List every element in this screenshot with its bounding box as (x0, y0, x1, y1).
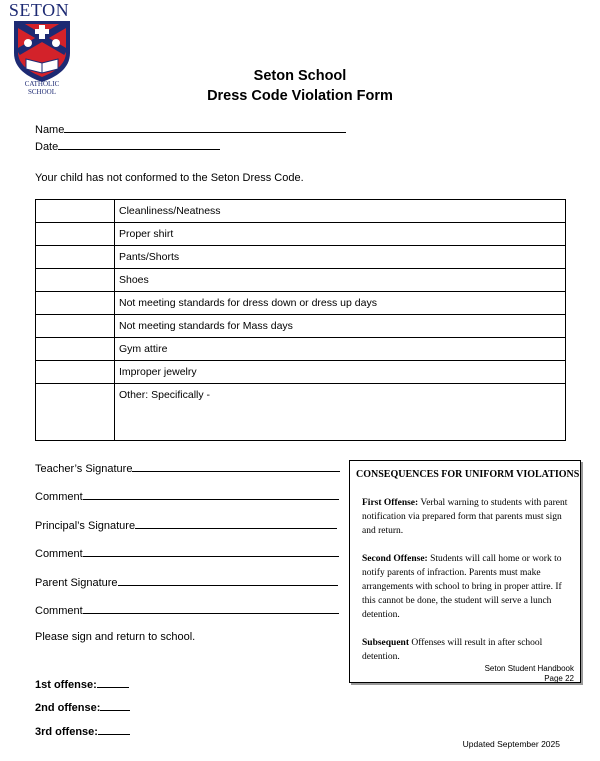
comment-label: Comment (35, 548, 83, 560)
second-offense-label: Second Offense: (362, 554, 428, 564)
comment-field[interactable] (35, 545, 339, 560)
check-box[interactable] (36, 292, 115, 315)
check-box[interactable] (36, 384, 115, 441)
violation-table (35, 199, 566, 441)
check-box[interactable] (36, 361, 115, 384)
principal-signature-field[interactable] (35, 517, 337, 532)
date-field[interactable] (35, 138, 220, 153)
check-box[interactable] (36, 246, 115, 269)
violation-label: Proper shirt (115, 223, 566, 246)
comment-label: Comment (35, 605, 83, 617)
violation-label: Other: Specifically - (115, 384, 566, 441)
third-offense-field[interactable] (35, 723, 130, 738)
name-label: Name (35, 124, 65, 136)
parent-signature-label: Parent Signature (35, 577, 118, 589)
table-row (36, 384, 566, 441)
violation-label: Gym attire (115, 338, 566, 361)
second-offense-field[interactable] (35, 699, 130, 714)
consequences-box (349, 460, 581, 683)
first-offense-tally-label: 1st offense: (35, 679, 97, 691)
teacher-signature-label: Teacher’s Signature (35, 463, 133, 475)
check-box[interactable] (36, 338, 115, 361)
violation-label: Cleanliness/Neatness (115, 200, 566, 223)
comment-label: Comment (35, 491, 83, 503)
table-row (36, 246, 566, 269)
check-box[interactable] (36, 269, 115, 292)
table-row (36, 338, 566, 361)
violation-label: Not meeting standards for dress down or dress up days (115, 292, 566, 315)
first-offense-label: First Offense: (362, 498, 419, 508)
consequences-title: CONSEQUENCES FOR UNIFORM VIOLATIONS (356, 469, 580, 480)
third-offense-tally-label: 3rd offense: (35, 726, 98, 738)
violation-label: Not meeting standards for Mass days (115, 315, 566, 338)
date-label: Date (35, 141, 59, 153)
handbook-page: Page 22 (544, 674, 574, 683)
first-offense-text: Verbal warning to students with parent notification via prepared form that parents must sign and return. (362, 498, 568, 536)
principal-signature-label: Principal’s Signature (35, 520, 136, 532)
form-title: Dress Code Violation Form (207, 88, 393, 104)
intro-text: Your child has not conformed to the Seton Dress Code. (35, 172, 304, 184)
check-box[interactable] (36, 200, 115, 223)
second-offense-text: Students will call home or work to notify parents of infraction. Parents must make arrangements with school to bring in proper attire. If this cannot be done, the student will serve a lunch detention. (362, 554, 562, 620)
teacher-signature-field[interactable] (35, 460, 340, 475)
school-name: Seton School (253, 68, 347, 84)
return-instruction: Please sign and return to school. (35, 631, 196, 643)
table-row (36, 315, 566, 338)
comment-field[interactable] (35, 602, 339, 617)
parent-signature-field[interactable] (35, 574, 338, 589)
second-offense-policy (362, 552, 572, 622)
violation-label: Pants/Shorts (115, 246, 566, 269)
table-row (36, 292, 566, 315)
subsequent-offense-label: Subsequent (362, 638, 409, 648)
logo-motto: CATHOLIC SCHOOL (24, 80, 60, 96)
second-offense-tally-label: 2nd offense: (35, 702, 101, 714)
subsequent-offense-text: Offenses will result in after school detention. (362, 638, 543, 662)
table-row (36, 223, 566, 246)
check-box[interactable] (36, 223, 115, 246)
updated-date: Updated September 2025 (462, 739, 560, 749)
comment-field[interactable] (35, 488, 339, 503)
first-offense-field[interactable] (35, 676, 129, 691)
table-row (36, 361, 566, 384)
violation-label: Shoes (115, 269, 566, 292)
table-row (36, 269, 566, 292)
check-box[interactable] (36, 315, 115, 338)
violation-label: Improper jewelry (115, 361, 566, 384)
table-row (36, 200, 566, 223)
name-field[interactable] (35, 121, 346, 136)
subsequent-offense-policy (362, 636, 572, 664)
handbook-source: Seton Student Handbook (484, 664, 574, 673)
first-offense-policy (362, 496, 572, 538)
logo-wordmark: SETON (8, 0, 70, 20)
